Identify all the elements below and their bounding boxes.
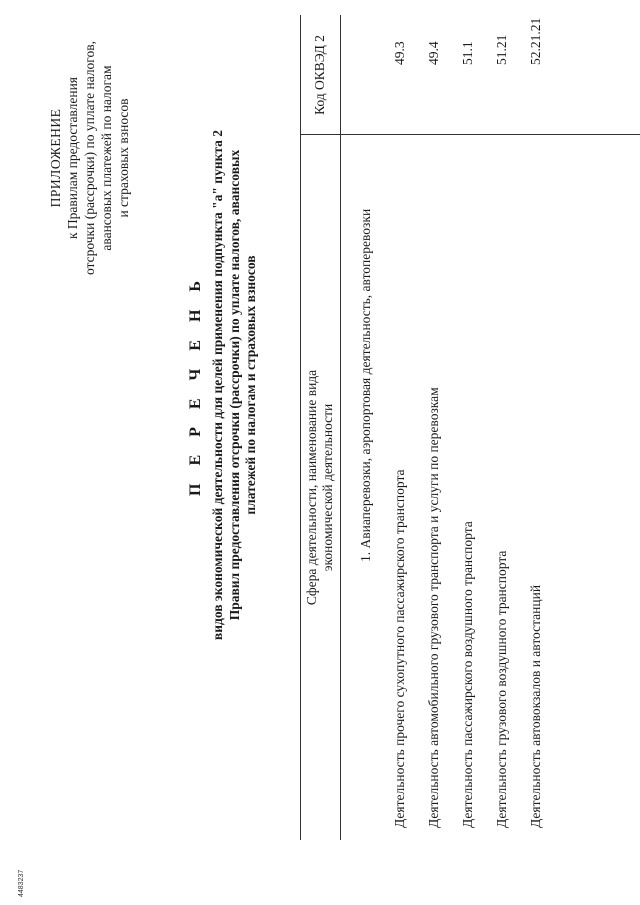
title-line: видов экономической деятельности для целей применения подпункта "а" пункта 2 (210, 129, 225, 641)
appendix-line: к Правилам предоставления (65, 76, 80, 240)
row-activity-name: Деятельность прочего сухопутного пассажирского транспорта (392, 469, 407, 828)
table-column-divider (300, 134, 640, 135)
appendix-heading: ПРИЛОЖЕНИЕ (48, 108, 63, 208)
appendix-line: и страховых взносов (116, 98, 131, 218)
row-activity-code: 49.4 (426, 41, 441, 65)
appendix-line: отсрочки (рассрочки) по уплате налогов, (82, 40, 97, 276)
appendix-block (47, 0, 132, 323)
header-activity (304, 135, 336, 840)
document-number: 4483237 (18, 869, 25, 897)
title-line: платежей по налогам и страховых взносов (243, 255, 258, 515)
row-activity-code: 51.1 (460, 41, 475, 65)
table-header-divider (340, 15, 341, 840)
appendix-line: авансовых платежей по налогам (99, 65, 114, 251)
row-activity-name: Деятельность автовокзалов и автостанций (528, 584, 543, 828)
title-line: Правил предоставления отсрочки (рассрочки) по уплате налогов, авансовых (226, 149, 242, 621)
row-activity-code: 49.3 (392, 41, 407, 65)
activity-table (300, 15, 640, 840)
section-heading: 1. Авиаперевозки, аэропортовая деятельность, автоперевозки (358, 208, 373, 562)
document-title (187, 115, 260, 655)
row-activity-code: 52.21.21 (528, 17, 543, 65)
header-code: Код ОКВЭД 2 (312, 35, 327, 115)
row-activity-name: Деятельность автомобильного грузового транспорта и услуги по перевозкам (426, 387, 441, 828)
table-border-top (300, 15, 301, 840)
title-main: П Е Р Е Ч Е Н Ь (187, 274, 204, 496)
row-activity-name: Деятельность пассажирского воздушного транспорта (460, 521, 475, 828)
header-activity-line: Сфера деятельности, наименование вида (304, 369, 319, 606)
row-activity-name: Деятельность грузового воздушного транспорта (494, 550, 509, 828)
header-activity-line: экономической деятельности (320, 403, 335, 572)
row-activity-code: 51.21 (494, 34, 509, 65)
